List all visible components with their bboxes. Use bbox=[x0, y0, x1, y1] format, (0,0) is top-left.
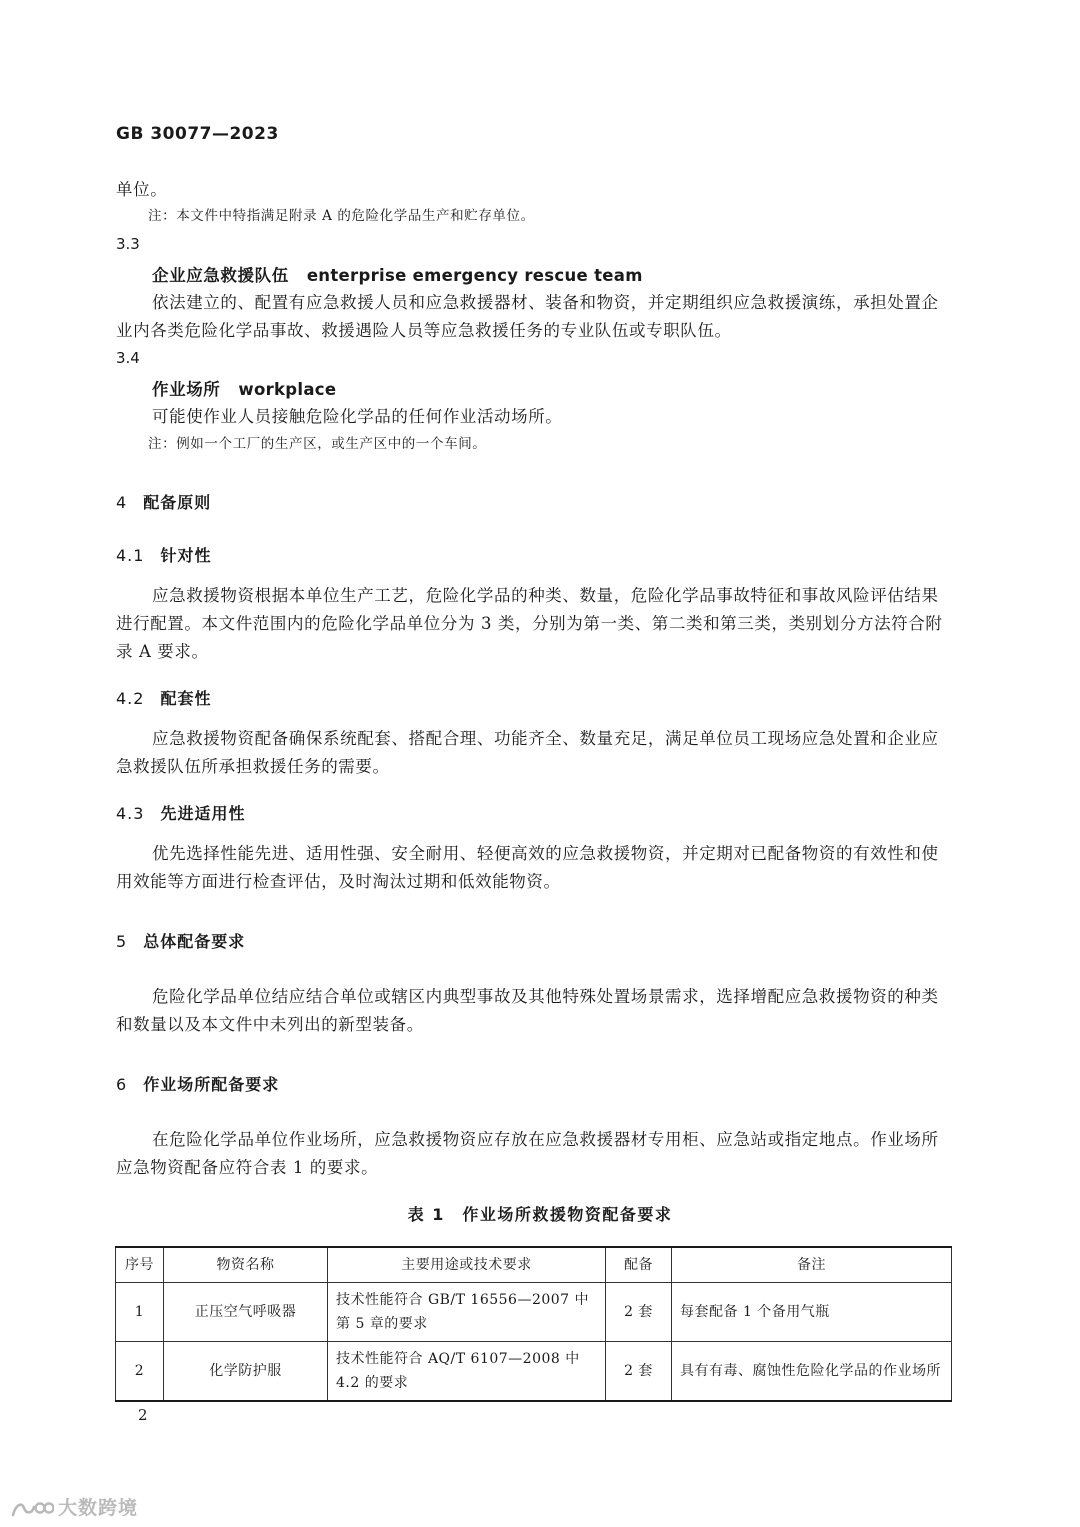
header-remarks: 备注 bbox=[672, 1247, 952, 1283]
note-3-4: 注：例如一个工厂的生产区，或生产区中的一个车间。 bbox=[148, 436, 487, 452]
section-5-number: 5 bbox=[116, 932, 128, 951]
table-1-title: 表 1 作业场所救援物资配备要求 bbox=[407, 1205, 673, 1224]
table-header-row bbox=[116, 1247, 952, 1283]
term-3-3-en: enterprise emergency rescue team bbox=[306, 266, 643, 285]
header-item-name: 物资名称 bbox=[164, 1247, 328, 1283]
section-4-3-heading bbox=[116, 801, 245, 824]
clause-3-4-number: 3.4 bbox=[116, 349, 140, 367]
section-6-title: 作业场所配备要求 bbox=[143, 1075, 280, 1094]
header-quantity: 配备 bbox=[606, 1247, 672, 1283]
watermark-text: 大数跨境 bbox=[58, 1497, 139, 1519]
watermark bbox=[10, 1493, 138, 1520]
section-4-number: 4 bbox=[116, 493, 128, 512]
continuation-line: 单位。 bbox=[116, 180, 168, 199]
section-4-heading bbox=[116, 490, 211, 513]
section-4-2-number: 4.2 bbox=[116, 689, 145, 708]
section-4-1-heading bbox=[116, 543, 211, 566]
cell-purpose: 技术性能符合 GB/T 16556—2007 中第 5 章的要求 bbox=[328, 1283, 606, 1342]
section-4-1-title: 针对性 bbox=[160, 546, 212, 565]
section-6-number: 6 bbox=[116, 1075, 128, 1094]
section-6-heading bbox=[116, 1072, 279, 1095]
cell-item-name: 正压空气呼吸器 bbox=[164, 1283, 328, 1342]
brand-logo-icon bbox=[10, 1498, 54, 1520]
section-4-1-text: 应急救援物资根据本单位生产工艺，危险化学品的种类、数量，危险化学品事故特征和事故风险评估结果进行配置。本文件范围内的危险化学品单位分为 3 类，分别为第一类、第二类和第三类，类别划分方法符合附录 A 要求。 bbox=[116, 586, 943, 661]
cell-item-name: 化学防护服 bbox=[164, 1342, 328, 1402]
term-3-4 bbox=[152, 376, 336, 400]
section-4-3-title: 先进适用性 bbox=[160, 804, 246, 823]
term-3-4-cn: 作业场所 bbox=[152, 380, 221, 399]
clause-3-3-number: 3.3 bbox=[116, 235, 140, 253]
cell-remarks: 具有有毒、腐蚀性危险化学品的作业场所 bbox=[672, 1342, 952, 1402]
table-1 bbox=[115, 1246, 952, 1402]
header-index: 序号 bbox=[116, 1247, 164, 1283]
term-3-3 bbox=[152, 262, 643, 286]
section-5-heading bbox=[116, 929, 245, 952]
section-6-text: 在危险化学品单位作业场所，应急救援物资应存放在应急救援器材专用柜、应急站或指定地点。作业场所应急物资配备应符合表 1 的要求。 bbox=[116, 1130, 939, 1177]
section-4-1-number: 4.1 bbox=[116, 546, 145, 565]
table-row bbox=[116, 1342, 952, 1402]
cell-quantity: 2 套 bbox=[606, 1342, 672, 1402]
section-4-title: 配备原则 bbox=[143, 493, 212, 512]
note-1: 注：本文件中特指满足附录 A 的危险化学品生产和贮存单位。 bbox=[148, 208, 535, 224]
section-4-2-title: 配套性 bbox=[160, 689, 212, 708]
cell-purpose: 技术性能符合 AQ/T 6107—2008 中 4.2 的要求 bbox=[328, 1342, 606, 1402]
section-4-2-heading bbox=[116, 686, 211, 709]
section-5-text: 危险化学品单位结应结合单位或辖区内典型事故及其他特殊处置场景需求，选择增配应急救援物资的种类和数量以及本文件中未列出的新型装备。 bbox=[116, 987, 939, 1034]
header-purpose: 主要用途或技术要求 bbox=[328, 1247, 606, 1283]
term-3-3-cn: 企业应急救援队伍 bbox=[152, 266, 289, 285]
standard-code: GB 30077—2023 bbox=[116, 124, 279, 144]
section-4-3-number: 4.3 bbox=[116, 804, 145, 823]
definition-3-4: 可能使作业人员接触危险化学品的任何作业活动场所。 bbox=[152, 407, 563, 426]
definition-3-3: 依法建立的、配置有应急救援人员和应急救援器材、装备和物资，并定期组织应急救援演练，承担处置企业内各类危险化学品事故、救援遇险人员等应急救援任务的专业队伍或专职队伍。 bbox=[116, 293, 939, 340]
cell-index: 2 bbox=[116, 1342, 164, 1402]
page-number: 2 bbox=[138, 1406, 148, 1424]
term-3-4-en: workplace bbox=[238, 380, 337, 399]
table-row bbox=[116, 1283, 952, 1342]
section-4-3-text: 优先选择性能先进、适用性强、安全耐用、轻便高效的应急救援物资，并定期对已配备物资的有效性和使用效能等方面进行检查评估，及时淘汰过期和低效能物资。 bbox=[116, 844, 939, 891]
cell-remarks: 每套配备 1 个备用气瓶 bbox=[672, 1283, 952, 1342]
section-5-title: 总体配备要求 bbox=[143, 932, 246, 951]
section-4-2-text: 应急救援物资配备确保系统配套、搭配合理、功能齐全、数量充足，满足单位员工现场应急处置和企业应急救援队伍所承担救援任务的需要。 bbox=[116, 729, 939, 776]
cell-index: 1 bbox=[116, 1283, 164, 1342]
cell-quantity: 2 套 bbox=[606, 1283, 672, 1342]
